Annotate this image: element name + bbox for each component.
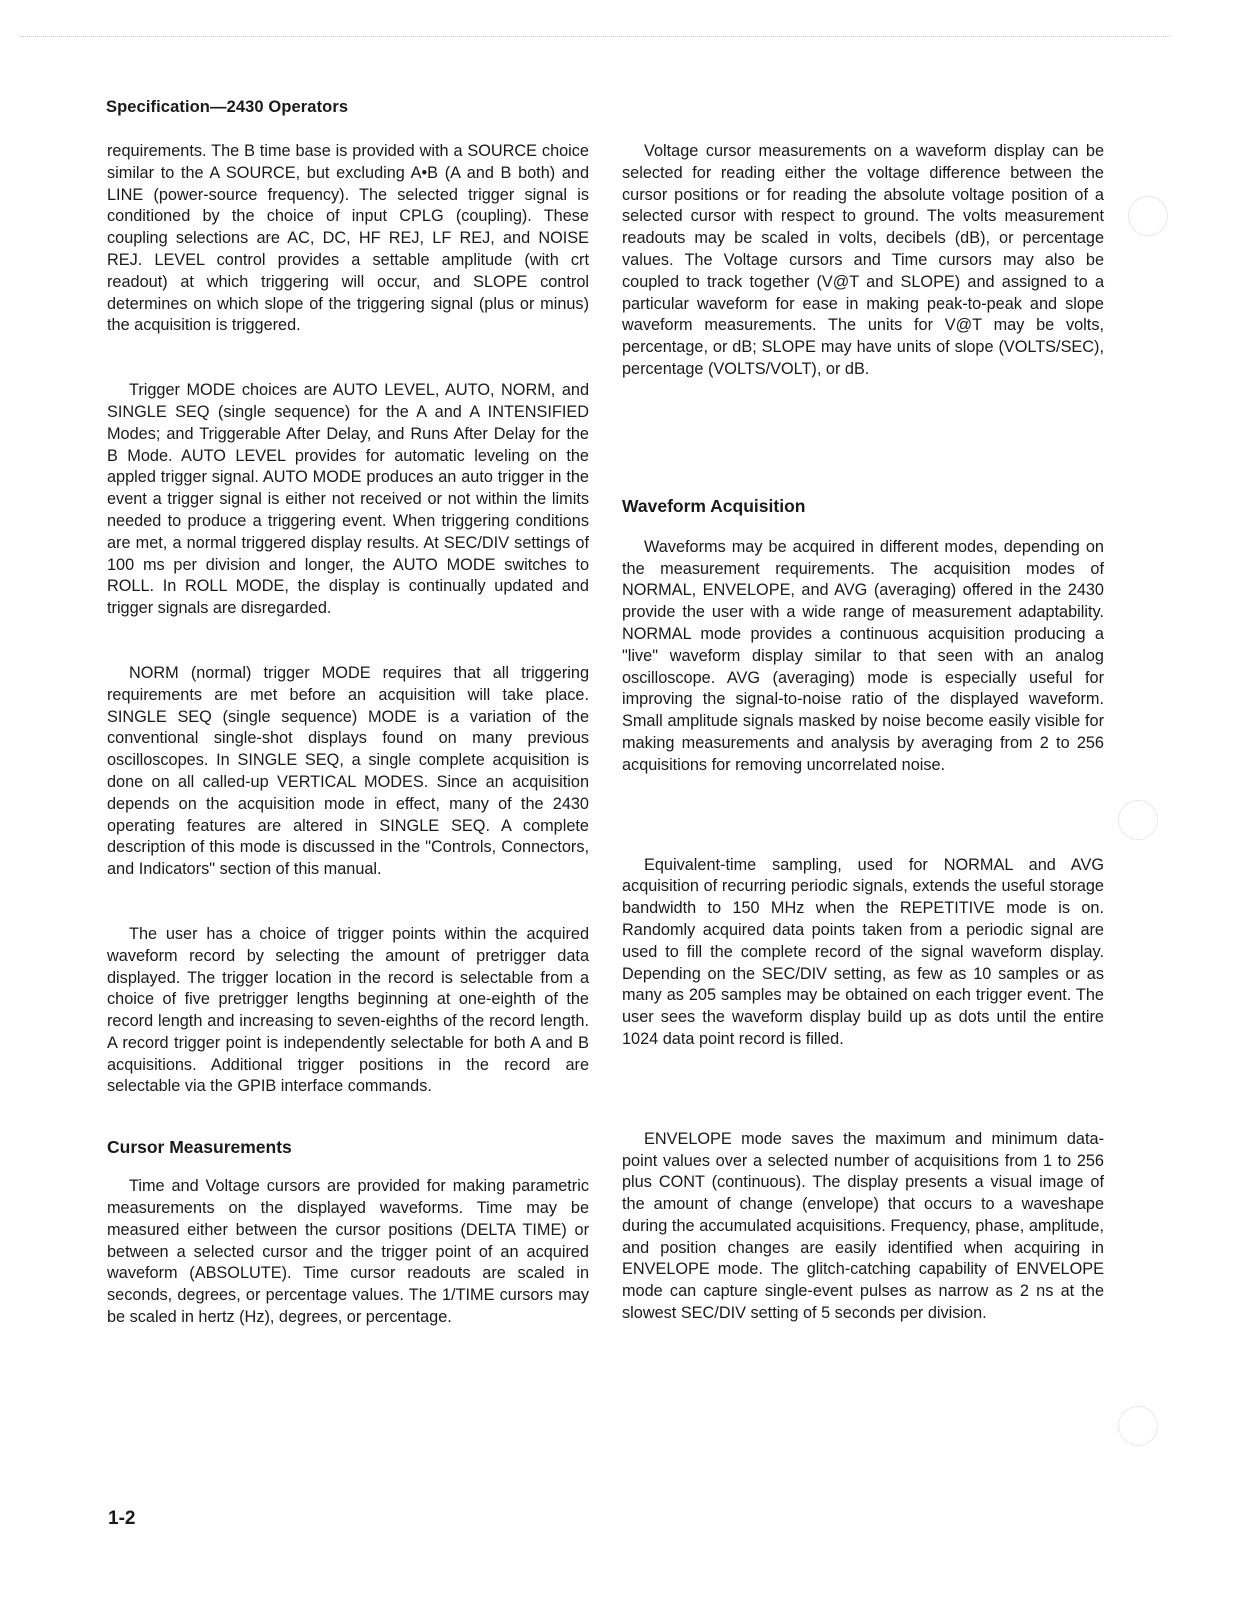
paragraph-acquisition-modes: Waveforms may be acquired in different modes, depending on the measurement requirements. The acquisition modes of NORMAL, ENVELOPE, and AVG (averaging) offered in the 2430 provide the user with a wide range of measurement adaptability. NORMAL mode provides a continuous acquisition producing a "live" waveform display similar to that seen with an analog oscilloscope. AVG (averaging) mode is especially useful for improving the signal-to-noise ratio of the displayed waveform. Small amplitude signals masked by noise become easily visible for making measurements and analysis by averaging from 2 to 256 acquisitions for removing uncorrelated noise. bbox=[622, 537, 1104, 774]
paragraph-equivalent-time-sampling: Equivalent-time sampling, used for NORMAL and AVG acquisition of recurring periodic signals, extends the useful storage bandwidth to 150 MHz when the REPETITIVE mode is on. Randomly acquired data points taken from a periodic signal are used to fill the complete record of the signal waveform display. Depending on the SEC/DIV setting, as few as 10 samples or as many as 205 samples may be obtained on each trigger event. The user sees the waveform display build up as dots until the entire 1024 data point record is filled. bbox=[622, 855, 1104, 1048]
paragraph-time-voltage-cursors: Time and Voltage cursors are provided for making parametric measurements on the displayed waveforms. Time may be measured either between the cursor positions (DELTA TIME) or between a selected cursor and the trigger point of an acquired waveform (ABSOLUTE). Time cursor readouts are scaled in seconds, degrees, or percentage values. The 1/TIME cursors may be scaled in hertz (Hz), degrees, or percentage. bbox=[107, 1177, 589, 1327]
right-column bbox=[622, 141, 1104, 1325]
scan-edge-line bbox=[20, 36, 1170, 37]
paragraph-voltage-cursors: Voltage cursor measurements on a waveform display can be selected for reading either the voltage difference between the cursor positions or for reading the absolute voltage position of a selected cursor with respect to ground. The volts measurement readouts may be scaled in volts, decibels (dB), or percentage values. The Voltage cursors and Time cursors may also be coupled to track together (V@T and SLOPE) and assigned to a particular waveform for ease in making peak-to-peak and slope waveform measurements. The units for V@T may be volts, percentage, or dB; SLOPE may have units of slope (VOLTS/SEC), percentage (VOLTS/VOLT), or dB. bbox=[622, 142, 1104, 378]
paragraph-trigger-mode: Trigger MODE choices are AUTO LEVEL, AUTO, NORM, and SINGLE SEQ (single sequence) for the A and A INTENSIFIED Modes; and Triggerable After Delay, and Runs After Delay for the B Mode. AUTO LEVEL provides for automatic leveling on the appled trigger signal. AUTO MODE produces an auto trigger in the event a trigger signal is either not received or not within the limits needed to produce a triggering event. When triggering conditions are met, a normal triggered display results. At SEC/DIV settings of 100 ms per division and longer, the AUTO MODE switches to ROLL. In ROLL MODE, the display is continually updated and trigger signals are disregarded. bbox=[107, 381, 589, 618]
heading-cursor-measurements: Cursor Measurements bbox=[107, 1137, 292, 1158]
paragraph-trigger-source: requirements. The B time base is provided with a SOURCE choice similar to the A SOURCE, but excluding A•B (A and B both) and LINE (power-source frequency). The selected trigger signal is conditioned by the choice of input CPLG (coupling). These coupling selections are AC, DC, HF REJ, LF REJ, and NOISE REJ. LEVEL control provides a settable amplitude (with crt readout) at which triggering will occur, and SLOPE control determines on which slope of the triggering signal (plus or minus) the acquisition is triggered. bbox=[107, 142, 589, 335]
binder-hole-mark bbox=[1128, 196, 1168, 236]
binder-hole-mark bbox=[1118, 800, 1158, 840]
binder-hole-mark bbox=[1118, 1406, 1158, 1446]
paragraph-trigger-points: The user has a choice of trigger points within the acquired waveform record by selecting the amount of pretrigger data displayed. The trigger location in the record is selectable from a choice of five pretrigger lengths beginning at one-eighth of the record length and increasing to seven-eighths of the record length. A record trigger point is independently selectable for both A and B acquisitions. Additional trigger positions in the record are selectable via the GPIB interface commands. bbox=[107, 924, 589, 1096]
page-number: 1-2 bbox=[108, 1508, 136, 1529]
running-head: Specification—2430 Operators bbox=[106, 98, 349, 116]
left-column bbox=[107, 141, 589, 1329]
heading-waveform-acquisition: Waveform Acquisition bbox=[622, 495, 806, 516]
paragraph-norm-mode: NORM (normal) trigger MODE requires that all triggering requirements are met before an acquisition will take place. SINGLE SEQ (single sequence) MODE is a variation of the conventional single-shot displays found on many previous oscilloscopes. In SINGLE SEQ, a single complete acquisition is done on all called-up VERTICAL MODES. Since an acquisition depends on the acquisition mode in effect, many of the 2430 operating features are altered in SINGLE SEQ. A complete description of this mode is discussed in the "Controls, Connectors, and Indicators" section of this manual. bbox=[107, 663, 589, 879]
paragraph-envelope-mode: ENVELOPE mode saves the maximum and minimum data-point values over a selected number of acquisitions from 1 to 256 plus CONT (continuous). The display presents a visual image of the amount of change (envelope) that occurs to a waveshape during the accumulated acquisitions. Frequency, phase, amplitude, and position changes are easily identified when acquiring in ENVELOPE mode. The glitch-catching capability of ENVELOPE mode can capture single-event pulses as narrow as 2 ns at the slowest SEC/DIV setting of 5 seconds per division. bbox=[622, 1129, 1104, 1323]
